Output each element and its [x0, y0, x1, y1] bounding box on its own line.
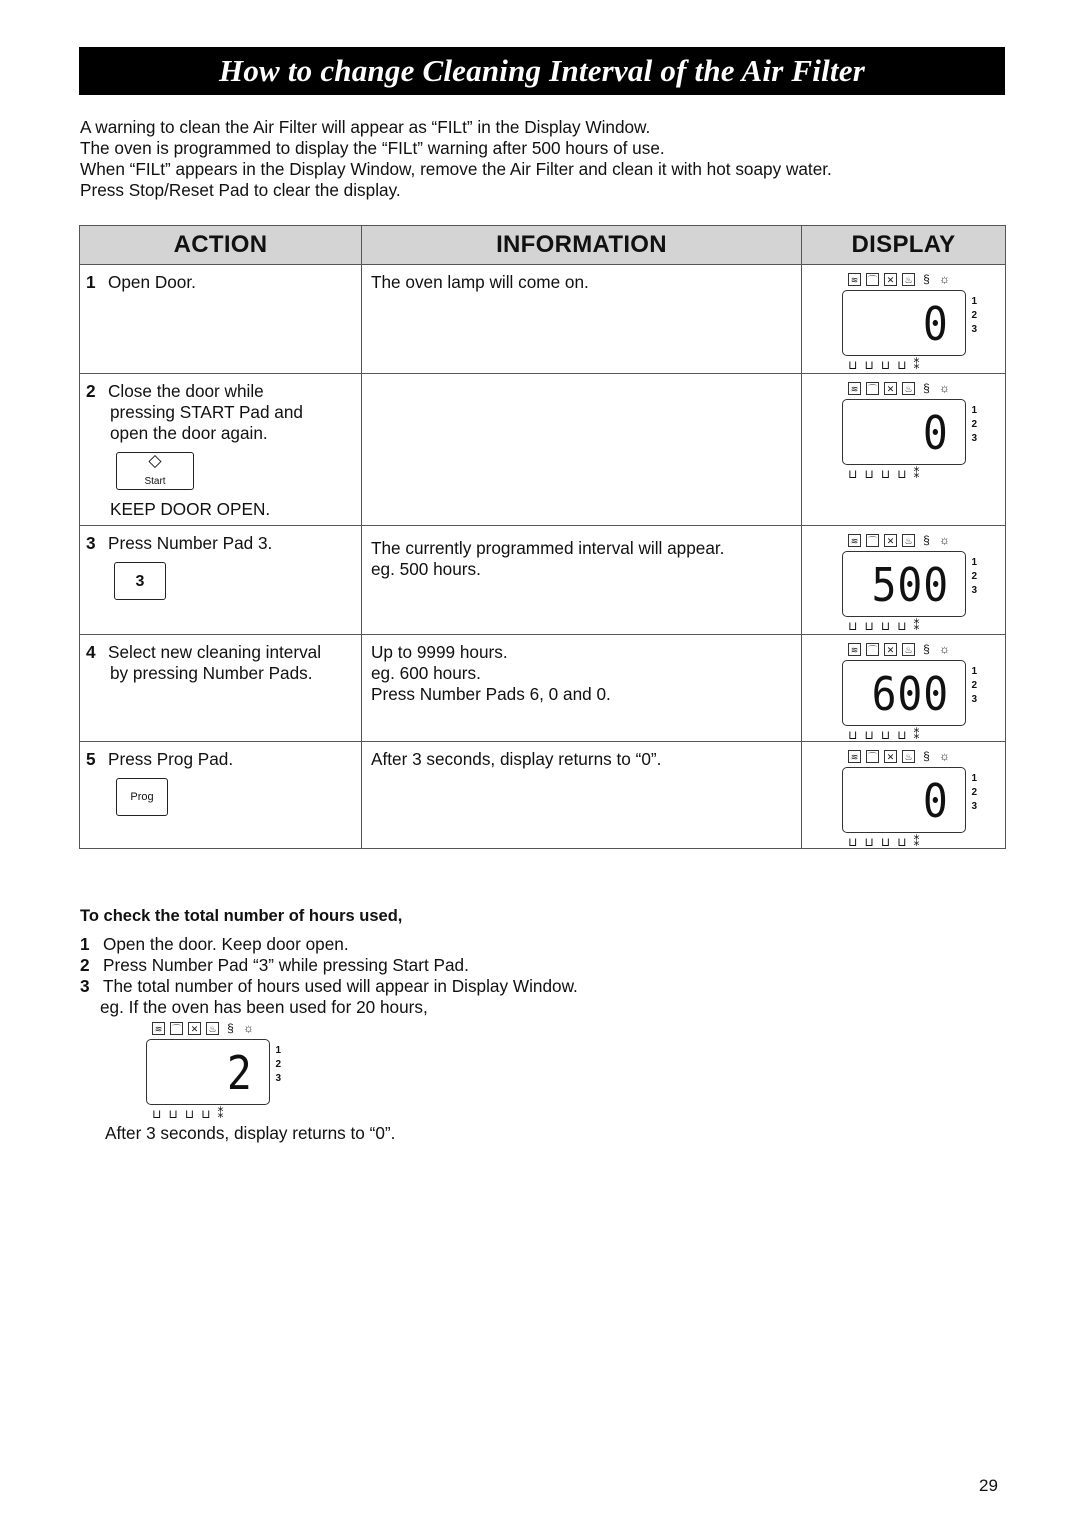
tray-icon: ⊔: [880, 467, 891, 481]
prog-pad: Prog: [116, 778, 168, 816]
light-icon: ☼: [243, 1020, 254, 1035]
page-number: 29: [979, 1476, 998, 1495]
table-row: [80, 374, 1006, 526]
display-screen: [842, 290, 977, 356]
display-icons-top: [848, 532, 966, 548]
steps-table: [79, 225, 1006, 849]
fan-icon: ✕: [884, 750, 897, 763]
tray-icon: ⊔: [864, 728, 874, 742]
fan-icon: ✕: [884, 273, 897, 286]
step-number: 1: [86, 272, 96, 292]
action-text: open the door again.: [110, 423, 268, 443]
after-note: After 3 seconds, display returns to “0”.: [105, 1123, 396, 1143]
steam-icon: §: [923, 532, 930, 547]
display-icons-top: [848, 748, 966, 764]
combi-icon: ♨: [902, 643, 915, 656]
display-icons-top: [848, 271, 966, 287]
mode-icon: ≋: [848, 750, 861, 763]
header-information: INFORMATION: [362, 226, 802, 265]
grill-icon: ⌒: [867, 644, 877, 655]
light-icon: ☼: [939, 532, 950, 547]
tray-icon: ⊔: [168, 1107, 178, 1121]
grill-icon: ⌒: [867, 383, 877, 394]
intro-line: The oven is programmed to display the “FILt” warning after 500 hours of use.: [80, 138, 665, 158]
tray-icon: ⊔: [880, 835, 891, 849]
table-row: [80, 265, 1006, 374]
display-icons-top: [152, 1020, 270, 1036]
tray-icon: ⊔: [897, 619, 907, 633]
step-number: 4: [86, 642, 96, 662]
action-text: Close the door while: [108, 381, 264, 401]
combi-icon: ♨: [902, 273, 915, 286]
tray-icon: ⊔: [880, 728, 891, 742]
display-icons-bottom: [848, 467, 966, 481]
action-cell: [80, 374, 362, 526]
display-cell: [802, 374, 1006, 526]
action-text: Open Door.: [108, 272, 196, 292]
list-item-continuation: eg. If the oven has been used for 20 hours,: [100, 997, 428, 1017]
display-digits: 600: [871, 667, 949, 721]
display-panel: [842, 380, 977, 481]
info-cell: [362, 635, 802, 742]
tray-icon: ⊔: [152, 1107, 162, 1121]
mode-icon: ≋: [152, 1022, 165, 1035]
table-row: [80, 742, 1006, 849]
defrost-icon: ⁑: [913, 835, 920, 849]
title-bar: [79, 47, 1005, 95]
display-digits: 500: [871, 558, 949, 612]
display-cell: [802, 635, 1006, 742]
info-cell: [362, 742, 802, 849]
combi-icon: ♨: [902, 382, 915, 395]
intro-line: When “FILt” appears in the Display Window, remove the Air Filter and clean it with hot soapy water.: [80, 159, 832, 179]
start-diamond-icon: ◇: [148, 450, 162, 470]
list-item: 2 Press Number Pad “3” while pressing Start Pad.: [80, 955, 469, 975]
action-cell: [80, 742, 362, 849]
display-panel: [842, 748, 977, 849]
level-indicator: 1 2 3: [971, 773, 977, 812]
display-panel: [842, 641, 977, 742]
combi-icon: ♨: [206, 1022, 219, 1035]
info-text: After 3 seconds, display returns to “0”.: [371, 749, 662, 769]
defrost-icon: ⁑: [913, 619, 920, 633]
start-pad: [116, 452, 194, 490]
display-screen: [842, 660, 977, 726]
steam-icon: §: [923, 271, 930, 286]
grill-icon: ⌒: [171, 1023, 181, 1034]
combi-icon: ♨: [902, 534, 915, 547]
display-screen: [842, 551, 977, 617]
grill-icon: ⌒: [867, 535, 877, 546]
display-icons-bottom: [848, 358, 966, 372]
tray-icon: ⊔: [201, 1107, 211, 1121]
level-indicator: 1 2 3: [971, 666, 977, 705]
defrost-icon: ⁑: [913, 358, 920, 372]
fan-icon: ✕: [884, 534, 897, 547]
display-cell: [802, 526, 1006, 635]
info-text: eg. 500 hours.: [371, 559, 481, 579]
level-indicator: 1 2 3: [275, 1045, 281, 1084]
header-action: ACTION: [80, 226, 362, 265]
display-icons-bottom: [848, 728, 966, 742]
tray-icon: ⊔: [848, 358, 858, 372]
action-text: Press Prog Pad.: [108, 749, 234, 769]
info-cell: [362, 265, 802, 374]
action-text: Press Number Pad 3.: [108, 533, 273, 553]
display-panel: [842, 271, 977, 372]
tray-icon: ⊔: [864, 619, 874, 633]
action-cell: [80, 265, 362, 374]
tray-icon: ⊔: [880, 619, 891, 633]
action-text: pressing START Pad and: [110, 402, 303, 422]
mode-icon: ≋: [848, 382, 861, 395]
list-item: 1 Open the door. Keep door open.: [80, 934, 349, 954]
info-text: Up to 9999 hours.: [371, 642, 508, 662]
number-pad-3: 3: [114, 562, 166, 600]
display-cell: [802, 265, 1006, 374]
check-list: [80, 934, 578, 1018]
step-number: 2: [86, 381, 96, 401]
display-panel: [146, 1020, 281, 1121]
steam-icon: §: [923, 641, 930, 656]
tray-icon: ⊔: [848, 728, 858, 742]
defrost-icon: ⁑: [217, 1107, 224, 1121]
display-cell: [802, 742, 1006, 849]
intro-line: A warning to clean the Air Filter will appear as “FILt” in the Display Window.: [80, 117, 651, 137]
list-item: 3 The total number of hours used will appear in Display Window.: [80, 976, 578, 996]
step-number: 3: [86, 533, 96, 553]
defrost-icon: ⁑: [913, 728, 920, 742]
mode-icon: ≋: [848, 273, 861, 286]
combi-icon: ♨: [902, 750, 915, 763]
steam-icon: §: [227, 1020, 234, 1035]
fan-icon: ✕: [884, 382, 897, 395]
grill-icon: ⌒: [867, 274, 877, 285]
light-icon: ☼: [939, 271, 950, 286]
display-digits: 0: [923, 406, 949, 460]
defrost-icon: ⁑: [913, 467, 920, 481]
light-icon: ☼: [939, 748, 950, 763]
intro-paragraph: [80, 117, 832, 201]
tray-icon: ⊔: [848, 835, 858, 849]
check-heading: To check the total number of hours used,: [80, 907, 403, 925]
grill-icon: ⌒: [867, 751, 877, 762]
table-header-row: [80, 226, 1006, 265]
info-cell: [362, 526, 802, 635]
action-text: Select new cleaning interval: [108, 642, 322, 662]
step-number: 5: [86, 749, 96, 769]
table-row: [80, 635, 1006, 742]
tray-icon: ⊔: [880, 358, 891, 372]
steam-icon: §: [923, 380, 930, 395]
display-screen: [842, 767, 977, 833]
info-cell: [362, 374, 802, 526]
display-icons-top: [848, 641, 966, 657]
action-text: by pressing Number Pads.: [110, 663, 313, 683]
intro-line: Press Stop/Reset Pad to clear the display.: [80, 180, 401, 200]
light-icon: ☼: [939, 380, 950, 395]
display-screen: [842, 399, 977, 465]
display-icons-bottom: [848, 619, 966, 633]
fan-icon: ✕: [188, 1022, 201, 1035]
steam-icon: §: [923, 748, 930, 763]
level-indicator: 1 2 3: [971, 405, 977, 444]
mode-icon: ≋: [848, 534, 861, 547]
tray-icon: ⊔: [864, 358, 874, 372]
display-digits: 0: [923, 297, 949, 351]
info-text: The oven lamp will come on.: [371, 272, 589, 292]
level-indicator: 1 2 3: [971, 557, 977, 596]
tray-icon: ⊔: [184, 1107, 195, 1121]
keep-door-open-note: KEEP DOOR OPEN.: [110, 499, 271, 519]
display-icons-bottom: [152, 1107, 270, 1121]
action-cell: [80, 635, 362, 742]
display-screen: [146, 1039, 281, 1105]
tray-icon: ⊔: [897, 358, 907, 372]
display-digits: 0: [923, 774, 949, 828]
page-title: How to change Cleaning Interval of the Air Filter: [219, 53, 865, 88]
action-cell: [80, 526, 362, 635]
table-row: [80, 526, 1006, 635]
tray-icon: ⊔: [897, 467, 907, 481]
fan-icon: ✕: [884, 643, 897, 656]
display-panel: [842, 532, 977, 633]
display-digits: 2: [227, 1046, 253, 1100]
light-icon: ☼: [939, 641, 950, 656]
info-text: eg. 600 hours.: [371, 663, 481, 683]
tray-icon: ⊔: [864, 467, 874, 481]
tray-icon: ⊔: [848, 619, 858, 633]
header-display: DISPLAY: [802, 226, 1006, 265]
mode-icon: ≋: [848, 643, 861, 656]
tray-icon: ⊔: [848, 467, 858, 481]
info-text: The currently programmed interval will appear.: [371, 538, 725, 558]
tray-icon: ⊔: [897, 728, 907, 742]
display-icons-bottom: [848, 835, 966, 849]
start-pad-label: Start: [144, 476, 166, 487]
tray-icon: ⊔: [864, 835, 874, 849]
info-text: Press Number Pads 6, 0 and 0.: [371, 684, 611, 704]
display-icons-top: [848, 380, 966, 396]
level-indicator: 1 2 3: [971, 296, 977, 335]
tray-icon: ⊔: [897, 835, 907, 849]
